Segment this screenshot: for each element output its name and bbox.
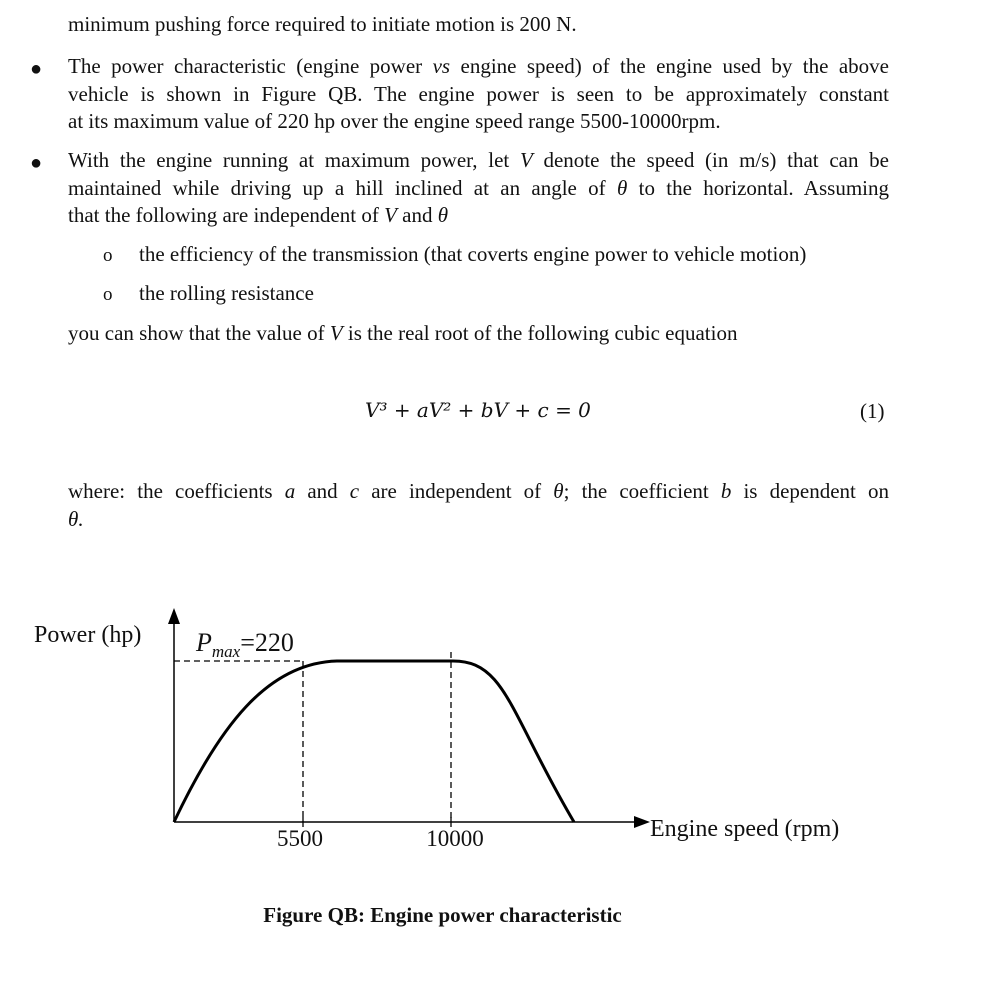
- subbullet-efficiency: the efficiency of the transmission (that coverts engine power to vehicle motion): [139, 242, 807, 266]
- y-axis-arrow: [168, 608, 180, 624]
- subbullet-marker: o: [103, 245, 113, 266]
- power-curve: [174, 661, 574, 822]
- intro-line: minimum pushing force required to initiate motion is 200 N.: [68, 12, 577, 36]
- cubic-equation: V³ + aV² + bV + c = 0: [365, 398, 591, 422]
- figure-caption: Figure QB: Engine power characteristic: [263, 903, 622, 927]
- y-axis-label: Power (hp): [34, 622, 142, 648]
- bullet1-line3: at its maximum value of 220 hp over the engine speed range 5500-10000rpm.: [68, 109, 721, 133]
- bullet1-line1: The power characteristic (engine power vs engine speed) of the engine used by the above: [68, 54, 890, 78]
- bullet1-line2: vehicle is shown in Figure QB. The engine power is seen to be approximately constant: [68, 82, 889, 106]
- subbullet-marker: o: [103, 284, 113, 305]
- where-line2: θ.: [68, 507, 84, 531]
- where-line1: where: the coefficients a and c are independent of θ; the coefficient b is dependent on: [68, 479, 890, 503]
- tick-label-5500: 5500: [277, 826, 323, 851]
- bullet-marker: ●: [30, 152, 43, 174]
- bullet2-line3: that the following are independent of V and θ: [68, 203, 449, 227]
- tick-label-10000: 10000: [426, 826, 484, 851]
- subbullet-rolling: the rolling resistance: [139, 281, 314, 305]
- pmax-label: $P_{max}=220$: [196, 628, 294, 661]
- cubic-intro-line: you can show that the value of V is the real root of the following cubic equation: [68, 321, 738, 345]
- bullet2-line2: maintained while driving up a hill inclined at an angle of θ to the horizontal. Assuming: [68, 176, 889, 200]
- x-axis-label: Engine speed (rpm): [650, 816, 840, 842]
- x-axis-arrow: [634, 816, 650, 828]
- equation-number: (1): [860, 399, 885, 423]
- bullet2-line1: With the engine running at maximum power, let V denote the speed (in m/s) that can be: [68, 148, 889, 172]
- bullet-marker: ●: [30, 58, 43, 80]
